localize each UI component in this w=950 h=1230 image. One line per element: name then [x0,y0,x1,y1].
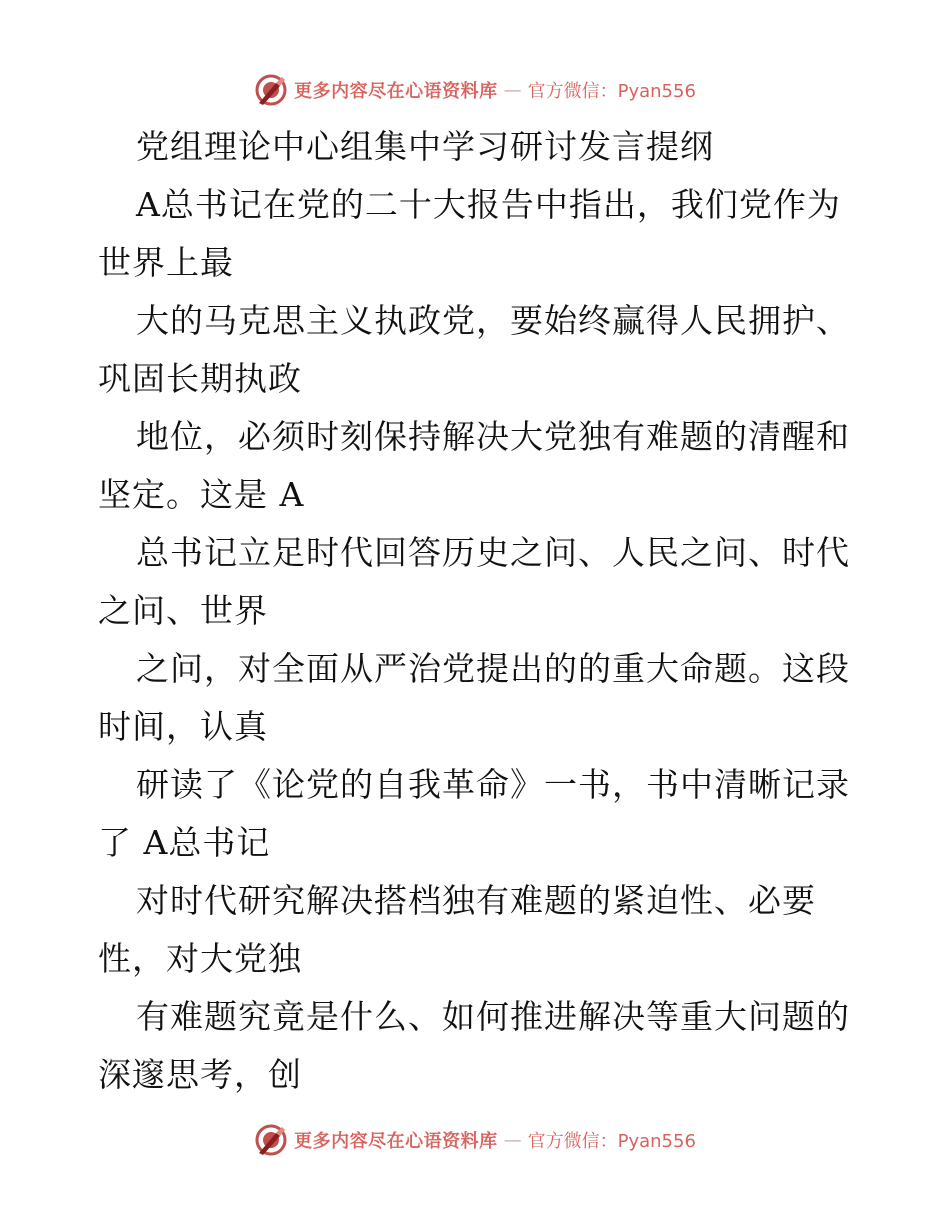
document-title: 党组理论中心组集中学习研讨发言提纲 [136,127,714,166]
paragraph-line: 之问，对全面从严治党提出的的重大命题。这段 [136,649,850,688]
watermark-wechat-text: 官方微信：Pyan556 [527,81,696,102]
paragraph-line: 有难题究竟是什么、如何推进解决等重大问题的 [136,997,850,1036]
paragraph-line: 研读了《论党的自我革命》一书，书中清晰记录 [136,765,850,804]
paragraph-line: 时间，认真 [98,707,268,746]
footer-watermark [0,1120,950,1160]
pen-logo-icon [254,1123,288,1157]
paragraph-line: 对时代研究解决搭档独有难题的紧迫性、必要 [136,881,816,920]
paragraph-line: 之问、世界 [98,591,268,630]
watermark-site-text: 更多内容尽在心语资料库 [294,1131,498,1152]
paragraph-line: 了 A总书记 [98,823,271,862]
paragraph-line: 性，对大党独 [98,939,302,978]
watermark-site-text: 更多内容尽在心语资料库 [294,81,498,102]
paragraph-line: 坚定。这是 A [98,475,305,514]
watermark-wechat-text: 官方微信：Pyan556 [527,1131,696,1152]
paragraph-line: 总书记立足时代回答历史之问、人民之问、时代 [136,533,850,572]
paragraph-line: 地位，必须时刻保持解决大党独有难题的清醒和 [136,417,850,456]
watermark-dash: — [503,1129,522,1151]
watermark-dash: — [503,79,522,101]
paragraph-line: 大的马克思主义执政党，要始终赢得人民拥护、 [136,301,850,340]
paragraph-line: 世界上最 [98,243,234,282]
header-watermark [0,70,950,110]
paragraph-line: A总书记在党的二十大报告中指出，我们党作为 [136,185,841,224]
paragraph-line: 深邃思考，创 [98,1055,302,1094]
document-body [98,118,858,1104]
pen-logo-icon [254,73,288,107]
paragraph-line: 巩固长期执政 [98,359,302,398]
